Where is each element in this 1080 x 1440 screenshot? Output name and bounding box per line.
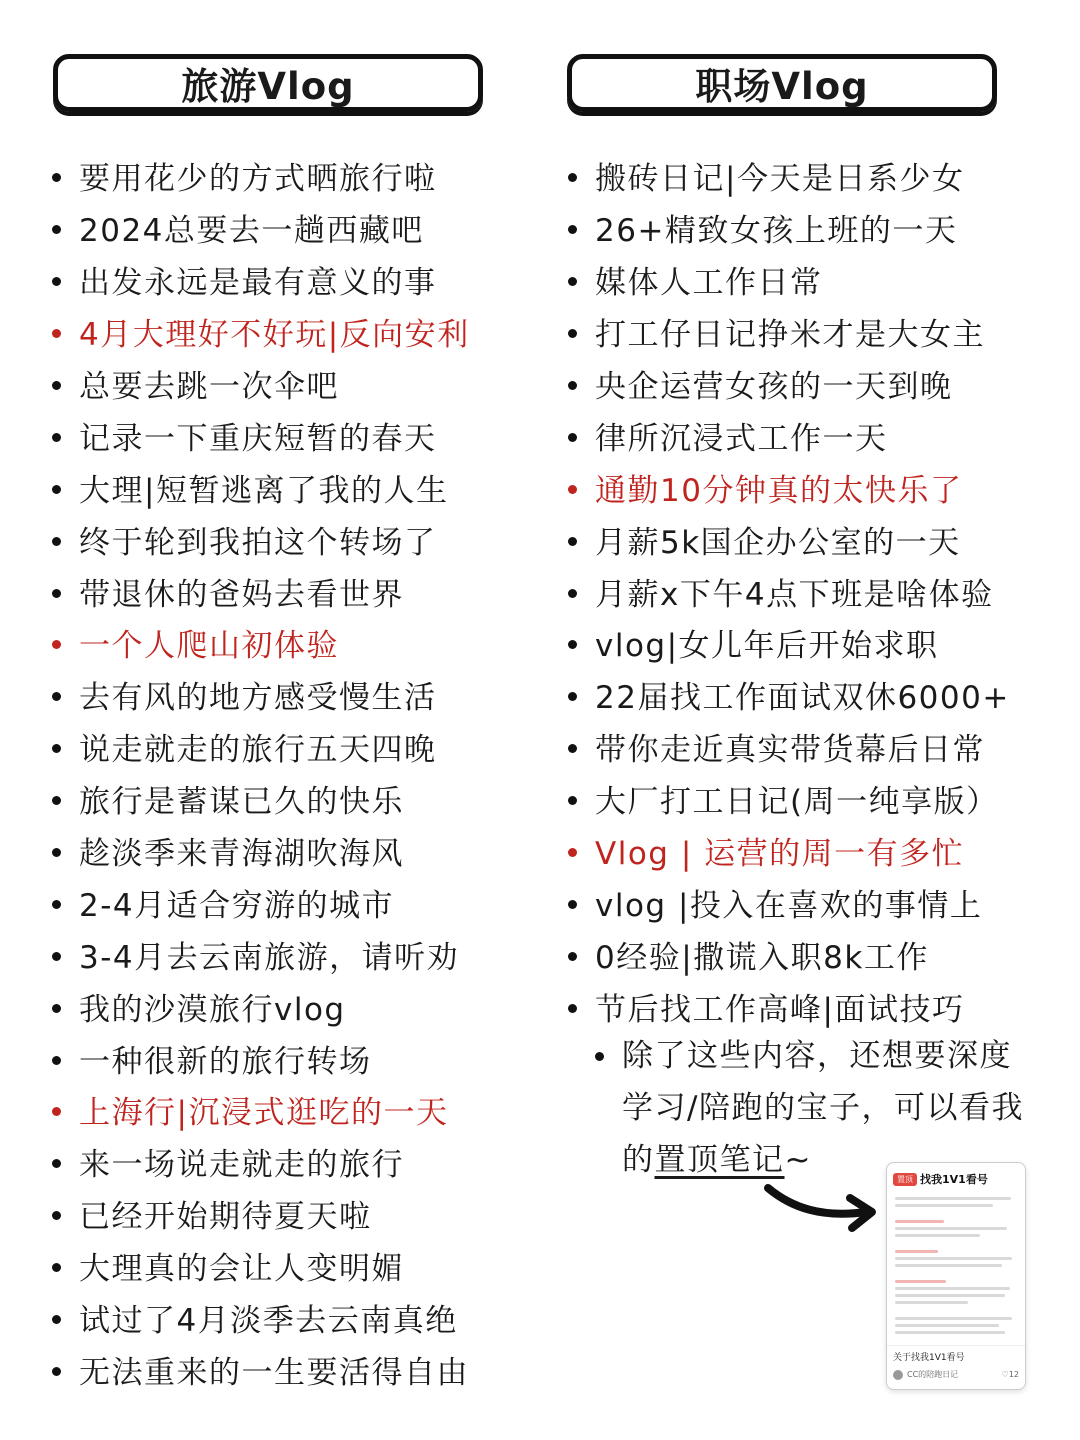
- list-item: [568, 773, 1010, 825]
- list-item-text: 来一场说走就走的旅行: [79, 1147, 404, 1184]
- bullet-dot: [52, 329, 61, 338]
- list-item: [568, 254, 1010, 306]
- bullet-dot: [52, 796, 61, 805]
- bullet-dot: [52, 1107, 61, 1116]
- list-item-text: 2-4月适合穷游的城市: [79, 887, 395, 924]
- list-item-text: 去有风的地方感受慢生活: [79, 680, 437, 717]
- bullet-dot: [52, 1367, 61, 1376]
- list-item-text: 趁淡季来青海湖吹海风: [79, 836, 404, 873]
- list-item-text: 试过了4月淡季去云南真绝: [79, 1303, 458, 1340]
- curved-arrow-icon: [762, 1178, 882, 1238]
- thumbnail-footer: [887, 1345, 1025, 1389]
- list-item: [52, 1240, 470, 1292]
- list-item: [52, 825, 470, 877]
- thumbnail-title: 找我1V1看号: [920, 1173, 988, 1186]
- list-item-text: 搬砖日记|今天是日系少女: [595, 161, 965, 198]
- list-item: [568, 150, 1010, 202]
- bullet-dot: [52, 1263, 61, 1272]
- list-item: [52, 1343, 470, 1395]
- pinned-badge: 置顶: [893, 1173, 917, 1186]
- bullet-dot: [52, 225, 61, 234]
- list-item-text: 2024总要去一趟西藏吧: [79, 213, 424, 250]
- list-item-text: 带你走近真实带货幕后日常: [595, 732, 985, 769]
- list-item: [568, 202, 1010, 254]
- list-item: [52, 721, 470, 773]
- list-item-text: 打工仔日记挣米才是大女主: [595, 317, 985, 354]
- list-item: [568, 306, 1010, 358]
- list-item-text: 0经验|撒谎入职8k工作: [595, 939, 929, 976]
- list-item-text: 大理真的会让人变明媚: [79, 1251, 404, 1288]
- list-item-text: 旅行是蓄谋已久的快乐: [79, 784, 404, 821]
- list-item-text: 26+精致女孩上班的一天: [595, 213, 958, 250]
- list-item: [52, 876, 470, 928]
- promo-line-3-prefix: 的: [622, 1142, 655, 1178]
- bullet-dot: [52, 485, 61, 494]
- promo-line-3-suffix: ~: [784, 1142, 812, 1178]
- bullet-dot: [568, 900, 577, 909]
- work-vlog-list: [568, 150, 1010, 1032]
- list-item-text: 月薪5k国企办公室的一天: [595, 524, 961, 561]
- bullet-dot: [52, 1004, 61, 1013]
- bullet-dot: [595, 1052, 604, 1061]
- bullet-dot: [52, 1315, 61, 1324]
- bullet-dot: [568, 692, 577, 701]
- bullet-dot: [52, 589, 61, 598]
- list-item: [568, 461, 1010, 513]
- list-item-text: Vlog | 运营的周一有多忙: [595, 836, 965, 873]
- travel-vlog-title: 旅游Vlog: [53, 54, 483, 112]
- list-item-text: vlog |投入在喜欢的事情上: [595, 887, 983, 924]
- bullet-dot: [52, 952, 61, 961]
- list-item-text: 上海行|沉浸式逛吃的一天: [79, 1095, 449, 1132]
- promo-line-2: 学习/陪跑的宝子，可以看我: [622, 1090, 1024, 1126]
- work-vlog-title: 职场Vlog: [567, 54, 997, 112]
- list-item: [568, 876, 1010, 928]
- promo-line-1: 除了这些内容，还想要深度: [622, 1038, 1012, 1074]
- bullet-dot: [52, 277, 61, 286]
- list-item-text: 出发永远是最有意义的事: [79, 265, 437, 302]
- list-item: [568, 513, 1010, 565]
- list-item: [52, 202, 470, 254]
- thumbnail-author: CC的陪跑日记: [907, 1370, 959, 1379]
- list-item: [52, 358, 470, 410]
- thumbnail-header: [887, 1163, 1025, 1191]
- bullet-dot: [568, 433, 577, 442]
- list-item-text: 22届找工作面试双休6000+: [595, 680, 1010, 717]
- bullet-dot: [52, 1056, 61, 1065]
- list-item-text: 大理|短暂逃离了我的人生: [79, 472, 449, 509]
- list-item: [568, 825, 1010, 877]
- list-item-text: 终于轮到我拍这个转场了: [79, 524, 437, 561]
- list-item: [52, 306, 470, 358]
- list-item: [52, 1188, 470, 1240]
- list-item-text: 一种很新的旅行转场: [79, 1043, 372, 1080]
- list-item: [568, 617, 1010, 669]
- bullet-dot: [568, 952, 577, 961]
- bullet-dot: [52, 744, 61, 753]
- list-item-text: 我的沙漠旅行vlog: [79, 991, 346, 1028]
- list-item-text: 节后找工作高峰|面试技巧: [595, 991, 965, 1028]
- list-item: [52, 1084, 470, 1136]
- pinned-note-link[interactable]: 置顶笔记: [654, 1142, 785, 1178]
- list-item-text: 要用花少的方式晒旅行啦: [79, 161, 437, 198]
- bullet-dot: [568, 537, 577, 546]
- list-item: [52, 669, 470, 721]
- list-item-text: 律所沉浸式工作一天: [595, 420, 888, 457]
- list-item: [52, 980, 470, 1032]
- bullet-dot: [52, 433, 61, 442]
- bullet-dot: [52, 381, 61, 390]
- bullet-dot: [52, 537, 61, 546]
- bullet-dot: [568, 381, 577, 390]
- bullet-dot: [568, 589, 577, 598]
- bullet-dot: [568, 640, 577, 649]
- bullet-dot: [52, 640, 61, 649]
- bullet-dot: [568, 744, 577, 753]
- list-item-text: 总要去跳一次伞吧: [79, 369, 339, 405]
- list-item: [52, 1136, 470, 1188]
- list-item-text: 带退休的爸妈去看世界: [79, 576, 404, 613]
- bullet-dot: [568, 848, 577, 857]
- list-item: [568, 669, 1010, 721]
- bullet-dot: [568, 329, 577, 338]
- list-item: [568, 928, 1010, 980]
- bullet-dot: [52, 848, 61, 857]
- bullet-dot: [568, 173, 577, 182]
- list-item: [568, 721, 1010, 773]
- bullet-dot: [52, 692, 61, 701]
- list-item: [52, 773, 470, 825]
- list-item: [568, 565, 1010, 617]
- bullet-dot: [568, 796, 577, 805]
- list-item-text: 说走就走的旅行五天四晚: [79, 732, 437, 769]
- bullet-dot: [52, 1211, 61, 1220]
- list-item-text: 大厂打工日记(周一纯享版）: [595, 784, 999, 821]
- list-item-text: 记录一下重庆短暂的春天: [79, 420, 437, 457]
- list-item-text: 月薪x下午4点下班是啥体验: [595, 576, 994, 613]
- list-item: [568, 980, 1010, 1032]
- list-item: [52, 461, 470, 513]
- list-item: [52, 565, 470, 617]
- bullet-dot: [52, 900, 61, 909]
- list-item: [52, 1032, 470, 1084]
- list-item-text: 媒体人工作日常: [595, 265, 823, 302]
- bullet-dot: [568, 225, 577, 234]
- list-item-text: 央企运营女孩的一天到晚: [595, 369, 953, 405]
- list-item: [568, 409, 1010, 461]
- list-item-text: 3-4月去云南旅游，请听劝: [79, 939, 460, 976]
- pinned-note-thumbnail[interactable]: [886, 1162, 1026, 1390]
- list-item: [568, 358, 1010, 410]
- avatar: [893, 1370, 903, 1380]
- thumbnail-footer-title: 关于找我1V1看号: [893, 1353, 965, 1363]
- list-item-text: 已经开始期待夏天啦: [79, 1199, 372, 1236]
- list-item-text: 4月大理好不好玩|反向安利: [79, 317, 470, 354]
- list-item: [52, 617, 470, 669]
- bullet-dot: [568, 485, 577, 494]
- list-item-text: vlog|女儿年后开始求职: [595, 628, 939, 665]
- list-item: [52, 1292, 470, 1344]
- thumbnail-likes: ♡12: [1001, 1370, 1019, 1379]
- bullet-dot: [568, 1004, 577, 1013]
- list-item: [52, 513, 470, 565]
- bullet-dot: [568, 277, 577, 286]
- list-item: [52, 254, 470, 306]
- list-item-text: 一个人爬山初体验: [79, 628, 339, 665]
- list-item-text: 无法重来的一生要活得自由: [79, 1354, 469, 1391]
- list-item-text: 通勤10分钟真的太快乐了: [595, 472, 963, 509]
- travel-vlog-list: [52, 150, 470, 1395]
- list-item: [52, 409, 470, 461]
- bullet-dot: [52, 1159, 61, 1168]
- thumbnail-text-preview: [887, 1191, 1025, 1363]
- list-item: [52, 928, 470, 980]
- list-item: [52, 150, 470, 202]
- bullet-dot: [52, 173, 61, 182]
